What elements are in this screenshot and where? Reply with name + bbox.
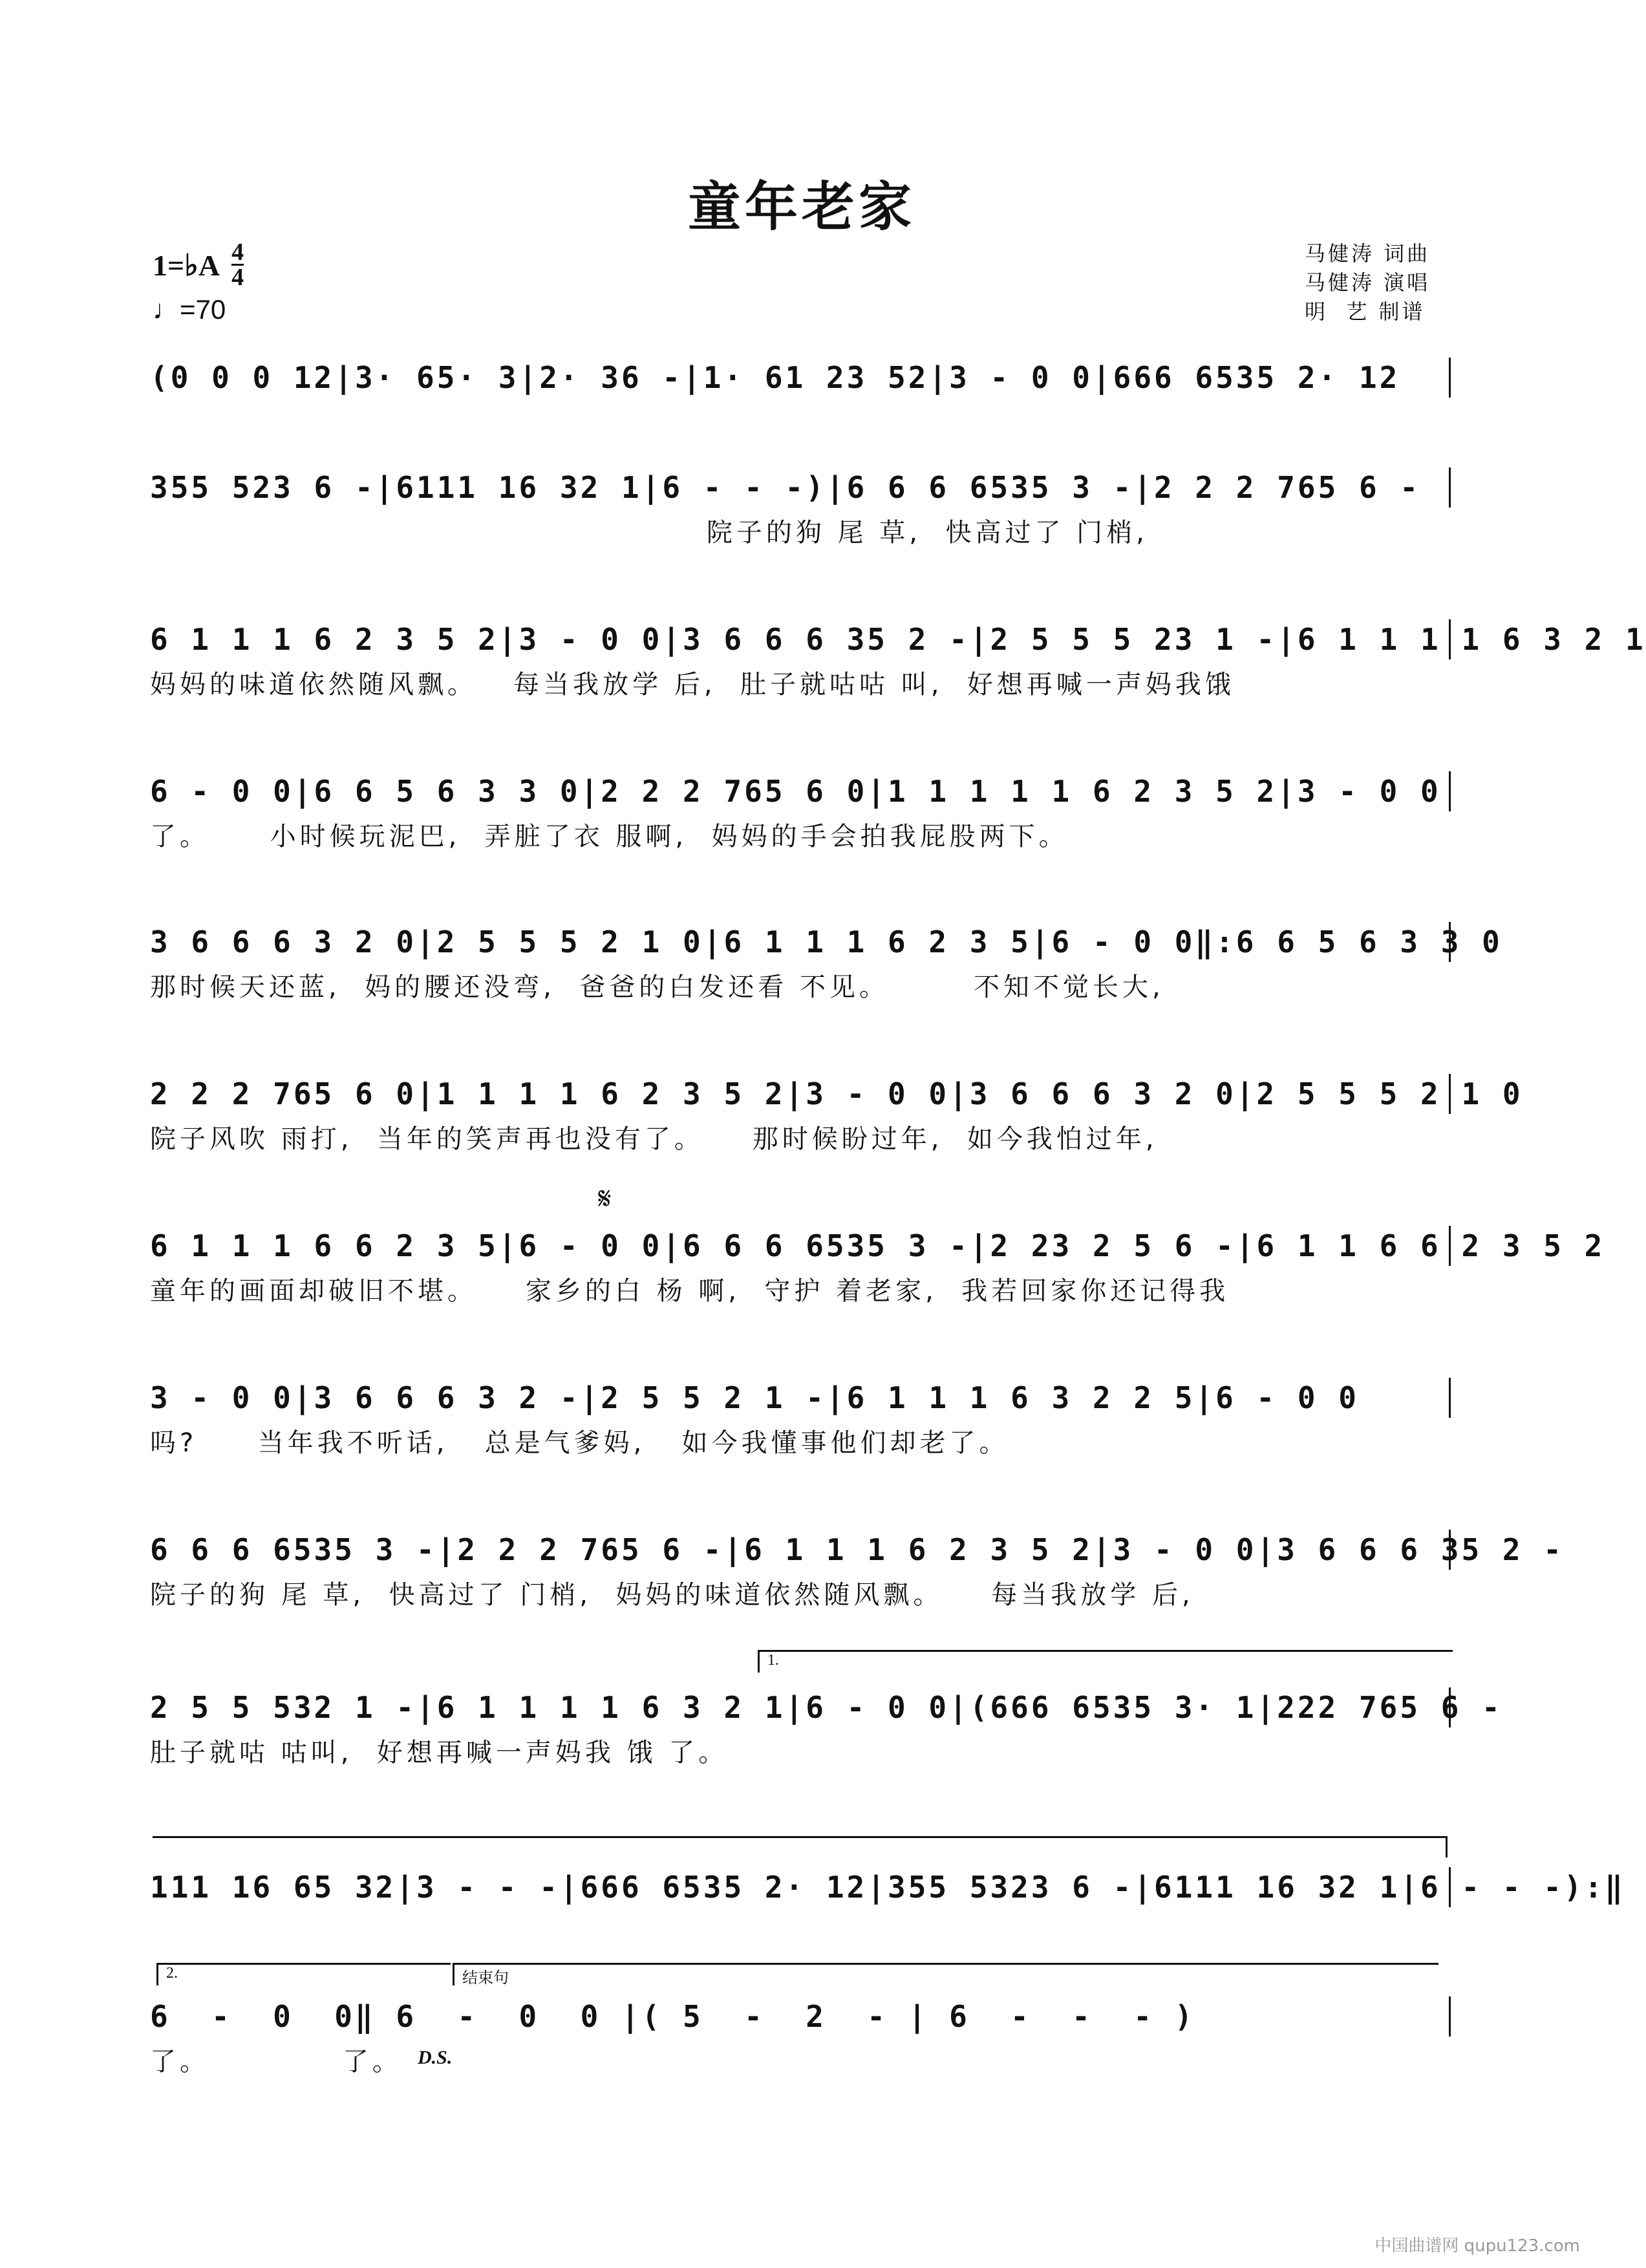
score-system-4	[150, 766, 1451, 857]
score-system-7	[150, 1221, 1605, 1311]
lyric-line: 院子的狗 尾 草, 快高过了 门梢,	[150, 518, 1148, 548]
lyric-line: 院子的狗 尾 草, 快高过了 门梢, 妈妈的味道依然随风飘。 每当我放学 后,	[150, 1580, 1194, 1610]
music-line: 6 1 1 1 6 2 3 5 2|3 - 0 0|3 6 6 6 35 2 -|2 5 5 5 23 1 -|6 1 1 1 1 6 3 2 1	[150, 614, 1451, 665]
lyric-line: 院子风吹 雨打, 当年的笑声再也没有了。 那时候盼过年, 如今我怕过年,	[150, 1124, 1158, 1154]
song-title: 童年老家	[687, 177, 915, 238]
score-system-3	[150, 614, 1646, 705]
music-line: 111 16 65 32|3 - - -|666 6535 2· 12|355 5323 6 -|6111 16 32 1|6 - - -):‖	[150, 1862, 1451, 1912]
score-system-9	[150, 1524, 1564, 1615]
music-line: 6 - 0 0|6 6 5 6 3 3 0|2 2 2 765 6 0|1 1 1 1 1 6 2 3 5 2|3 - 0 0	[150, 766, 1451, 817]
credit-singer: 马健涛 演唱	[1305, 270, 1431, 295]
score-system-10	[150, 1682, 1502, 1773]
music-line: 6 1 1 1 6 6 2 3 5|6 - 0 0|6 6 6 6535 3 -|2 23 2 5 6 -|6 1 1 6 6 2 3 5 2	[150, 1221, 1451, 1271]
score-system-1	[150, 352, 1451, 443]
lyric-line: 肚子就咕 咕叫, 好想再喊一声妈我 饿 了。	[150, 1738, 729, 1768]
volta-1-continuation	[153, 1836, 1448, 1857]
credits	[1305, 239, 1430, 326]
score-system-12	[150, 1991, 1451, 2082]
key-signature	[153, 241, 244, 289]
site-watermark: 中国曲谱网 qupu123.com	[1374, 2236, 1580, 2256]
music-line: 2 2 2 765 6 0|1 1 1 1 6 2 3 5 2|3 - 0 0|3 6 6 6 3 2 0|2 5 5 5 2 1 0	[150, 1069, 1451, 1119]
music-line: 2 5 5 532 1 -|6 1 1 1 1 6 3 2 1|6 - 0 0|(666 6535 3· 1|222 765 6 -	[150, 1682, 1451, 1733]
lyric-line: 了。 小时候玩泥巴, 弄脏了衣 服啊, 妈妈的手会拍我屁股两下。	[150, 822, 1069, 851]
key-label: 1=♭A	[153, 248, 220, 282]
score-system-5	[150, 917, 1502, 1007]
lyric-line: 吗? 当年我不听话, 总是气爹妈, 如今我懂事他们却老了。	[150, 1428, 1009, 1458]
lyric-line	[150, 1912, 1451, 1952]
music-line: 6 - 0 0‖ 6 - 0 0 |( 5 - 2 - | 6 - - - )	[150, 1991, 1451, 2042]
segno-sign: 𝄋	[598, 1181, 612, 1217]
music-line: 355 523 6 -|6111 16 32 1|6 - - -)|6 6 6 6535 3 -|2 2 2 765 6 -	[150, 462, 1451, 513]
ds-marking: D.S.	[418, 2047, 453, 2068]
score-system-2	[150, 462, 1451, 553]
tempo-marking: ♩=70	[153, 294, 226, 325]
music-line: (0 0 0 12|3· 65· 3|2· 36 -|1· 61 23 52|3 - 0 0|666 6535 2· 12	[150, 352, 1451, 403]
music-line: 3 - 0 0|3 6 6 6 3 2 -|2 5 5 2 1 -|6 1 1 1 6 3 2 2 5|6 - 0 0	[150, 1373, 1451, 1423]
lyric-line: 妈妈的味道依然随风飘。 每当我放学 后, 肚子就咕咕 叫, 好想再喊一声妈我饿	[150, 670, 1235, 700]
lyric-line: 童年的画面却破旧不堪。 家乡的白 杨 啊, 守护 着老家, 我若回家你还记得我	[150, 1276, 1230, 1306]
music-line: 6 6 6 6535 3 -|2 2 2 765 6 -|6 1 1 1 6 2 3 5 2|3 - 0 0|3 6 6 6 35 2 -	[150, 1524, 1451, 1575]
lyric-line	[150, 403, 1451, 443]
ending-bracket: 结束句	[453, 1963, 1438, 1985]
volta-1-bracket: 1.	[758, 1650, 1453, 1673]
lyric-line: 那时候天还蓝, 妈的腰还没弯, 爸爸的白发还看 不见。 不知不觉长大,	[150, 972, 1164, 1002]
time-signature: 4 4	[231, 239, 244, 291]
score-system-11	[150, 1862, 1625, 1952]
lyric-line: 了。 了。	[150, 2047, 402, 2077]
music-line: 3 6 6 6 3 2 0|2 5 5 5 2 1 0|6 1 1 1 6 2 3 5|6 - 0 0‖:6 6 5 6 3 3 0	[150, 917, 1451, 967]
credit-transcriber: 明 艺 制谱	[1305, 299, 1426, 324]
score-system-8	[150, 1373, 1451, 1463]
volta-2-bracket: 2.	[156, 1963, 451, 1985]
credit-lyrics-music: 马健涛 词曲	[1305, 241, 1431, 266]
score-system-6	[150, 1069, 1523, 1159]
